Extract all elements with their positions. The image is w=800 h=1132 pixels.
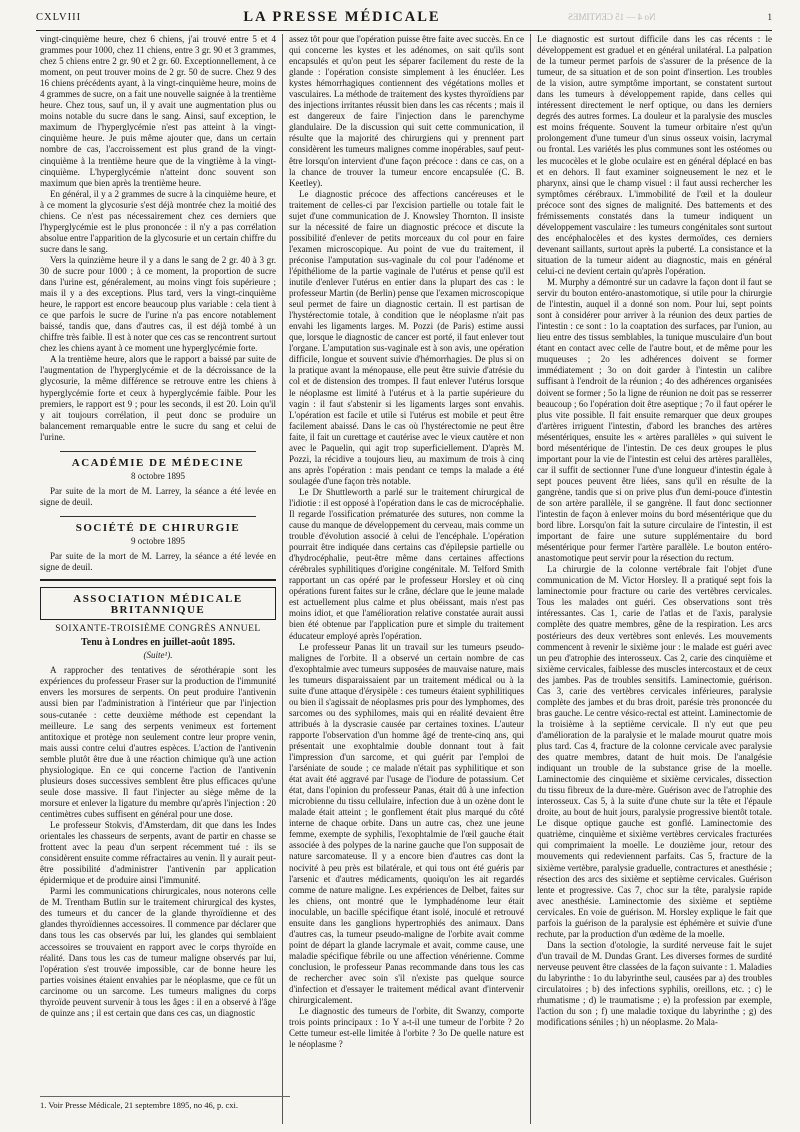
corner-mark: 1 xyxy=(767,12,772,22)
paragraph: En général, il y a 2 grammes de sucre à la cinquième heure, et à ce moment la glycosurie s'est déjà montrée chez la moitié des chiens. Ce n'est pas nécessairement chez ces derniers que l'hyperglycémie est le plus prononcée : il n'y a pas corrélation absolue entre l'apparition de la glycosurie et un certain chiffre du sucre dans le sang. xyxy=(40,188,276,254)
paragraph: vingt-cinquième heure, chez 6 chiens, j'ai trouvé entre 5 et 4 grammes pour 1000, chez 11 chiens, entre 3 gr. 90 et 3 grammes, chez 5 chiens entre 2 gr. 90 et 2 gr. 60. Exceptionnellement, à ce moment, on peut trouver moins de 2 gr. 50 de sucre. Chez 9 des 16 chiens précédents ayant, à la vingt-cinquième heure, moins de 4 grammes de sucre, on a fait une nouvelle saignée à la trentième heure. Chez tous, sauf un, il y avait une augmentation plus ou moins notable du sucre dans le sang. Ainsi, sauf exception, le maximum de l'hyperglycémie n'est pas atteint à la vingt-cinquième heure. Je puis même ajouter que, dans un certain nombre de cas, l'accroissement est plus grand de la vingt-cinquième à la trentième heure que de la vingtième à la vingt-cinquième. L'hyperglycémie n'atteint donc souvent son maximum que bien après la trentième heure. xyxy=(40,34,276,188)
paragraph: Le professeur Stokvis, d'Amsterdam, dit que dans les Indes orientales les chasseurs de serpents, avant de partir en chasse se frottent avec la peau d'un serpent récemment tué : ils se considèrent ensuite comme réfractaires au venin. Il y aurait peut-être possibilité d'administrer l'antivenin par application épidermique et de produire ainsi l'immunité. xyxy=(40,820,276,886)
divider xyxy=(60,451,256,452)
column-3 xyxy=(530,34,778,1124)
section-date: 9 octobre 1895 xyxy=(130,535,185,546)
page-number: CXLVIII xyxy=(36,11,82,23)
paragraph: A rapprocher des tentatives de sérothérapie sont les expériences du professeur Fraser sur la production de l'immunité envers les morsures de serpents. On peut produire l'antivenin aussi bien par l'administration à l'intérieur que par l'injection sous-cutanée : cette deuxième méthode est cependant la meilleure. Le sang des serpents venimeux est fortement antitoxique et protège non seulement contre leur propre venin, mais aussi contre celui d'autres espèces. L'action de l'antivenin semble plutôt être due à une réaction chimique qu'à une action physiologique. En ce qui concerne l'action de l'antivenin plusieurs doses successives semblent être plus efficaces qu'une seule dose massive. Il faut l'injecter au siège même de la morsure et enlever la ligature du membre qu'après l'injection : 20 centimètres cubes suffisent en général pour une dose. xyxy=(40,665,276,819)
column-2 xyxy=(282,34,530,1124)
paragraph: Vers la quinzième heure il y a dans le sang de 2 gr. 40 à 3 gr. 30 de sucre pour 1000 ; à ce moment, la proportion de sucre dans l'urine est, généralement, au moins vingt fois supérieure ; mais il y a des exceptions. Plus tard, vers la vingt-cinquième heure, le rapport est encore beaucoup plus variable : cela tient à ce que parfois le sucre de l'urine n'a pas encore notablement baissé, tandis que, dans d'autres cas, il est déjà tombé à un chiffre très faible. Il est à noter que ces cas se rencontrent surtout chez les chiens ayant à ce moment une hyperglycémie forte. xyxy=(40,254,276,354)
page-header xyxy=(36,4,772,31)
section-frame xyxy=(40,587,276,620)
congress-subtitle: Tenu à Londres en juillet-août 1895. xyxy=(81,637,235,649)
column-1 xyxy=(34,34,282,1124)
journal-title: LA PRESSE MÉDICALE xyxy=(243,8,441,25)
paragraph: Le diagnostic des tumeurs de l'orbite, dit Swanzy, comporte trois points principaux : 1o Y a-t-il une tumeur de l'orbite ? 2o Cette tumeur est-elle limitée à l'orbite ? 3o De quelle nature est le néoplasme ? xyxy=(288,1006,524,1050)
divider xyxy=(40,579,276,581)
paragraph: Par suite de la mort de M. Larrey, la séance a été levée en signe de deuil. xyxy=(40,551,276,573)
paragraph: Parmi les communications chirurgicales, nous noterons celle de M. Trentham Butlin sur le traitement chirurgical des kystes, des tumeurs et du cancer de la glande thyroïdienne et des glandes thyroïdiennes accessoires. Il commence par déclarer que dans tous les cas observés par lui, les glandes qui semblaient accessoires se trouvaient en rapport avec le corps thyroïde en réalité. Dans tous les cas de tumeur maligne observés par lui, l'opération s'est trouvée impossible, car de bonne heure les parties voisines étaient envahies par le néoplasme, que ce fût un carcinome ou un sarcome. Les tumeurs malignes du corps thyroïde peuvent survenir à tous les âges : il en a observé à l'âge de quinze ans ; il est certain que dans ces cas, un diagnostic xyxy=(40,886,276,1018)
section-date: 8 octobre 1895 xyxy=(130,470,185,481)
bleed-through-text: No 4 — 15 CENTIMES xyxy=(568,12,656,22)
paragraph: La chirurgie de la colonne vertébrale fait l'objet d'une communication de M. Victor Horsley. Il a pratiqué sept fois la laminectomie pour fracture ou carie des vertèbres cervicales. Tous les malades ont guéri. Ces observations sont très intéressantes. Cas 1, carie de l'atlas et de l'axis, paralysie complète des quatre membres, gêne de la respiration. Les arcs postérieurs des deux vertèbres sont enlevés. Les mouvements commencent à revenir le sixième jour : le malade est guéri avec un peu d'atrophie des interosseux. Cas 2, carie des cinquième et sixième cervicales, faiblesse des muscles intercostaux et de ceux des jambes. Pas de troubles sensitifs. Laminectomie, guérison. Cas 3, carie des vertèbres cervicales inférieures, paralysie complète des jambes et du bras droit, parésie très prononcée du bras gauche. Le centre vésico-rectal est atteint. Laminectomie de la troisième à la septième cervicale. Il n'y eut que peu d'amélioration de la paralysie et le malade mourut quatre mois plus tard. Cas 4, fracture de la colonne cervicale avec paralysie des quatre membres, datant de huit mois. De l'analgésie indiquant un trouble de la substance grise de la moelle. Laminectomie des cinquième et sixième cervicales, dissection du tissu fibreux de la dure-mère. Guérison avec de l'atrophie des interosseux. Cas 5, à la suite d'une chute sur la tête et l'épaule droite, au bout de huit jours, paralysie progressive bientôt totale. Le disque optique gauche est gonflé. Laminectomie des quatrième, cinquième et sixième vertèbres cervicales fracturées qui comprimaient la moelle. Le douzième jour, retour des mouvements qui redeviennent parfaits. Cas 5, fracture de la sixième vertèbre, paralysie graduelle, contractures et anesthésie ; résection des arcs des sixième et septième cervicales. Guérison lente et progressive. Cas 7, choc sur la tête, paralysie rapide avec anesthésie. Laminectomie des sixième et septième cervicales. En voie de guérison. M. Horsley explique le fait que parfois la guérison de la paralysie est éphémère et suivie d'une rechute, par la production d'un œdème de la moelle. xyxy=(536,564,772,939)
congress-title: SOIXANTE-TROISIÈME CONGRÈS ANNUEL xyxy=(55,624,261,635)
paragraph: Le diagnostic est surtout difficile dans les cas récents : le développement est graduel et en général unilatéral. La palpation de la tumeur permet parfois de s'assurer de la présence de la tumeur, de sa situation et de son point d'insertion. Les troubles de la vision, autre symptôme important, se constatent surtout dans les tumeurs à développement rapide, dans celles qui intéressent directement le nerf optique, ou dans les derniers degrés des autres formes. La douleur et la paralysie des muscles est moins fréquente. Souvent la tumeur orbitaire n'est qu'un prolongement d'une tumeur d'un sinus osseux voisin, lacrymal ou frontal. Les variétés les plus communes sont les ostéomes ou les mucocèles et le globe oculaire est en général déplacé en bas et en dehors. Il faut examiner soigneusement le nez et le pharynx, ainsi que le champ visuel : il faut aussi rechercher les symptômes cérébraux. L'immobilité de l'œil et la douleur précoce sont des signes de malignité. Des battements et des frémissements constatés dans la tumeur indiquent un développement vasculaire : les tumeurs congénitales sont surtout des encéphalocèles et des kystes dermoïdes, ces derniers devenant saillants, surtout après la puberté. La consistance et la situation de la tumeur aident au diagnostic, mais en général celui-ci ne devient certain qu'après l'opération. xyxy=(536,34,772,276)
section-title-academie: ACADÉMIE DE MÉDECINE xyxy=(71,456,245,469)
section-title-association: ASSOCIATION MÉDICALE BRITANNIQUE xyxy=(73,593,243,617)
section-title-chirurgie: SOCIÉTÉ DE CHIRURGIE xyxy=(75,521,241,534)
divider xyxy=(60,516,256,517)
continued-note: (Suite¹). xyxy=(143,650,173,661)
paragraph: Le Dr Shuttleworth a parlé sur le traitement chirurgical de l'idiotie : il est opposé à l'opération dans le cas de microcéphalie. Il regarde l'ossification prématurée des sutures, non comme la cause du manque de développement du cerveau, mais comme un trouble d'évolution associé à celui de l'encéphale. L'opération pourrait être indiquée dans certains cas d'épilepsie partielle ou d'hydrocéphalie, peut-être même dans certaines affections cérébrales syphilitiques d'origine congénitale. M. Telford Smith rapportant un cas opéré par le professeur Horsley et où cinq opérations furent faites sur le crâne, déclare que le jeune malade est actuellement plus calme et plus obéissant, mais n'est pas moins idiot, et que l'amélioration relative constatée aurait aussi bien été obtenue par l'application pure et simple du traitement éducateur employé après l'opération. xyxy=(288,486,524,641)
text-columns xyxy=(34,34,778,1124)
paragraph: Par suite de la mort de M. Larrey, la séance a été levée en signe de deuil. xyxy=(40,485,276,507)
paragraph: Dans la section d'otologie, la surdité nerveuse fait le sujet d'un travail de M. Dundas Grant. Les diverses formes de surdité nerveuse peuvent être classées de la façon suivante : 1. Maladies du labyrinthe : 1o du labyrinthe seul, causées par a) des troubles circulatoires ; b) des infections syphilis, oreillons, etc. ; c) le rhumatisme ; d) le traumatisme ; e) la profession par exemple, l'action du son ; f) une maladie toxique du labyrinthe ; g) des modifications séniles ; h) un néoplasme. 2o Mala- xyxy=(536,939,772,1028)
paragraph: Le diagnostic précoce des affections cancéreuses et le traitement de celles-ci par l'excision partielle ou totale fait le sujet d'une communication de J. Knowsley Thornton. Il insiste sur la nécessité de faire un diagnostic précoce et discute la possibilité d'enlever de petits morceaux du col pour en faire l'examen microscopique. Au point de vue du traitement, il préconise l'amputation sus-vaginale du col pour l'adénome et l'épithéliome de la partie vaginale de l'utérus et pense qu'il est inutile d'enlever l'utérus en entier dans la plupart des cas : le professeur Martin (de Berlin) pense que l'examen microscopique seul permet de faire un diagnostic certain. Il est partisan de l'hystérectomie totale, à condition que le néoplasme n'ait pas envahi les ligaments larges. M. Pozzi (de Paris) estime aussi que, lorsque le diagnostic de cancer est porté, il faut enlever tout l'organe. L'amputation sus-vaginale est à son avis, une opération difficile, longue et souvent suivie d'hémorrhagies. De plus si on la pratique avant la ménopause, elle peut être suivie d'atrésie du col et de distension des trompes. Il faut enlever l'utérus lorsque le néoplasme est limité à l'utérus et à la partie supérieure du vagin : il faut s'abstenir si les ligaments larges sont envahis. L'opération est facile et utile si l'utérus est mobile et peut être facilement abaissé. Dans le cas où l'hystérectomie ne peut être faite, il fait un curettage et cautérise avec le vieux cautère et non avec le Paquelin, qui agit trop superficiellement. D'après M. Pozzi, la récidive a toujours lieu, au maximum de trois à cinq ans après l'opération : mais pendant ce temps la malade a été soulagée d'une façon très notable. xyxy=(288,188,524,486)
paragraph: Le professeur Panas lit un travail sur les tumeurs pseudo-malignes de l'orbite. Il a observé un certain nombre de cas d'exophtalmie avec tumeurs supposées de mauvaise nature, mais les tumeurs disparaissaient par un traitement médical ou à la suite d'une attaque d'érysipèle : ces tumeurs étaient syphilitiques ou bien il s'agissait de néoplasmes pris pour des lymphomes, des sarcomes ou des syphilomes, mais qui en réalité devaient être attribués à la dyscrasie causée par certaines toxines. L'auteur rapporte l'observation d'un homme âgé de trente-cinq ans, qui présentait une exophtalmie double donnant tout à fait l'impression d'un sarcome, et qui guérit par l'emploi de l'arséniate de soude ; ce malade n'était pas syphilitique et son état avait été aggravé par l'usage de l'iodure de potassium. Cet état, dans l'opinion du professeur Panas, était dû à une infection microbienne du tissu cellulaire, infection due à un ozène dont le malade était atteint ; le gonflement était plus marqué du côté interne de chaque orbite. Dans un autre cas, chez une jeune femme, exempte de syphilis, l'exophtalmie de l'œil gauche était associée à des polypes de la narine gauche que l'on supposait de nature sarcomateuse. Il y a encore bien d'autres cas dont la nocivité à peu près est bilatérale, et qui tous ont été guéris par l'arsenic et d'autres médicaments, quoiqu'on les ait regardés comme de nature maligne. Les expériences de Delbet, faites sur les chiens, ont montré que le lymphadénome leur était inoculable, un bacille spécifique étant isolé, inoculé et retrouvé ensuite dans les ganglions hypertrophiés des animaux. Dans d'autres cas, la tumeur pseudo-maligne de l'orbite avait comme point de départ la glande lacrymale et avait, comme cause, une maladie spécifique fébrile ou une affection vénérienne. Comme conclusion, le professeur Panas recommande dans tous les cas de rechercher avec soin s'il n'existe pas quelque source d'infection et d'essayer le traitement médical avant d'intervenir chirurgicalement. xyxy=(288,641,524,1006)
footnote: 1. Voir Presse Médicale, 21 septembre 1895, no 46, p. cxi. xyxy=(40,1096,290,1110)
paragraph: M. Murphy a démontré sur un cadavre la façon dont il faut se servir du bouton entéro-anastomotique, si utile pour la chirurgie de l'intestin, auquel il a donné son nom. Pour lui, sept points sont à considérer pour arriver à la réunion des deux parties de l'intestin : ce sont : 1o la coaptation des surfaces, par l'union, au lieu entre des tissus semblables, la tunique musculaire d'un bout étant en contact avec celle de l'autre bout, et de même pour les muqueuses ; 2o les adhérences doivent se former immédiatement ; 3o on doit garder à l'intestin un calibre suffisant à l'endroit de la réunion ; 4o des adhérences organisées doivent se former ; 5o la ligne de réunion ne doit pas se resserrer beaucoup ; 6o l'opération doit être aseptique ; 7o il faut opérer le plus vite possible. Il fait ensuite remarquer que deux groupes d'artères irriguent l'intestin, d'abord les branches des artères mésentériques, ensuite les « artères parallèles » qui suivent le bord mésentérique de l'intestin. De ces deux groupes le plus important pour la vie de l'intestin est celui des artères parallèles, car il suffit de sectionner l'une d'une longueur d'intestin égale à sept pouces peuvent être liées, sans qu'il en résulte de la gangrène, tandis que si on prive plus d'un demi-pouce d'intestin de son artère parallèle, il se gangrène. Il faut donc sectionner l'intestin de façon à enlever moins du bord mésentérique que du bord libre. Lorsqu'on fait la suture circulaire de l'intestin, il est important de faire une suture supplémentaire du bord mésentérique pour fermer l'artère parallèle. Le bouton entéro-anastomotique peut servir pour la résection du rectum. xyxy=(536,277,772,564)
paragraph: A la trentième heure, alors que le rapport a baissé par suite de l'augmentation de l'hyperglycémie et de la décroissance de la glycosurie, la même différence se retrouve entre les chiens à hyperglycémie forte et ceux à hyperglycémie faible. Pour les premiers, le rapport est 9 ; pour les seconds, il est 20. Loin qu'il y ait toujours corrélation, il peut donc se produire un balancement remarquable entre le sucre du sang et celui de l'urine. xyxy=(40,354,276,442)
paragraph: assez tôt pour que l'opération puisse être faite avec succès. En ce qui concerne les kystes et les adénomes, on sait qu'ils sont encapsulés et qu'on peut les séparer facilement du reste de la glande : l'opération consiste simplement à les énucléer. Les kystes hémorrhagiques contiennent des végétations molles et vasculaires. La méthode de traitement des kystes thyroïdiens par des injections irritantes réussit bien dans les cas récents ; mais il est dangereux de faire l'injection dans le parenchyme glandulaire. De la discussion qui suit cette communication, il résulte que la majorité des chirurgiens qui y prennent part considèrent les tumeurs malignes comme inopérables, sauf peut-être lorsqu'on intervient d'une façon précoce : dans ce cas, on a la chance de trouver la tumeur encore encapsulée (C. B. Keetley). xyxy=(288,34,524,188)
